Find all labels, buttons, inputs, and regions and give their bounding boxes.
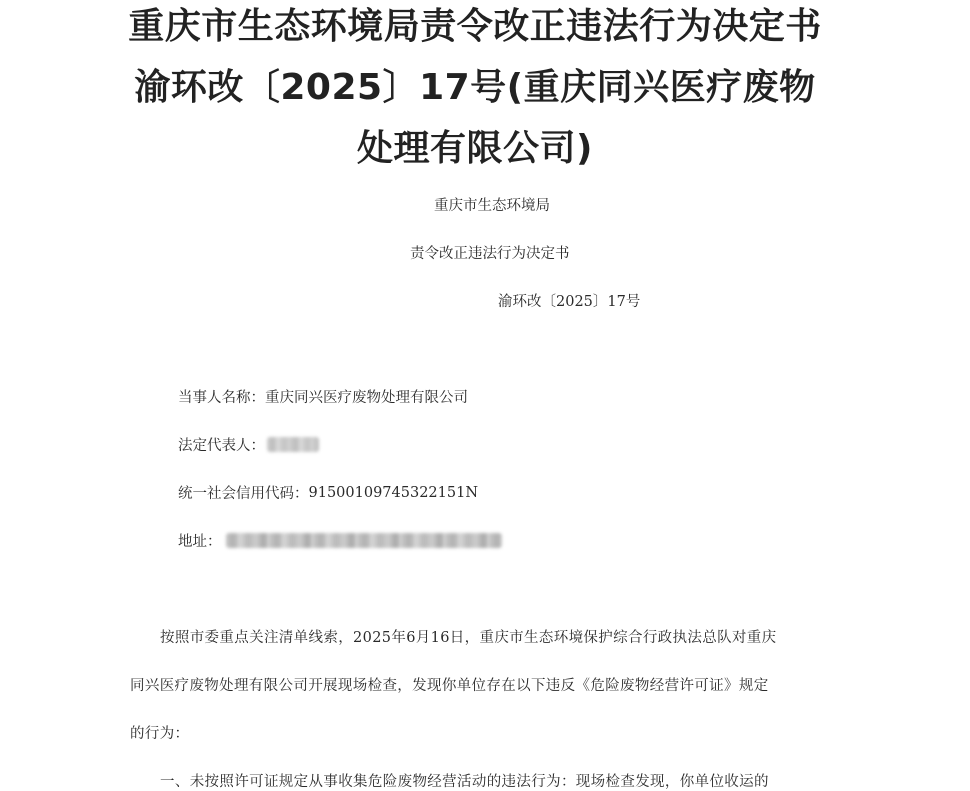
credit-code-label: 统一社会信用代码：: [178, 486, 309, 502]
document-type: 责令改正违法行为决定书: [410, 246, 570, 262]
party-name-field: [178, 386, 468, 407]
party-name-value: 重庆同兴医疗废物处理有限公司: [265, 390, 468, 406]
redacted-legal-representative: [267, 437, 319, 452]
address-field: [178, 530, 502, 551]
credit-code-field: [178, 482, 478, 503]
body-paragraph-2-line-1: 一、未按照许可证规定从事收集危险废物经营活动的违法行为：现场检查发现，你单位收运的: [160, 774, 769, 790]
redacted-address: [226, 533, 502, 548]
legal-representative-label: 法定代表人：: [178, 438, 265, 454]
body-paragraph-1-line-1: 按照市委重点关注清单线索，2025年6月16日，重庆市生态环境保护综合行政执法总队对重庆: [160, 630, 777, 646]
document-number: 渝环改〔2025〕17号: [498, 294, 641, 310]
issuer-name: 重庆市生态环境局: [434, 198, 550, 214]
credit-code-value: 91500109745322151N: [308, 484, 479, 501]
address-label: 地址：: [178, 534, 222, 550]
body-paragraph-1-line-3: 的行为：: [130, 726, 190, 742]
legal-representative-field: [178, 434, 319, 455]
party-name-label: 当事人名称：: [178, 390, 265, 406]
body-paragraph-1-line-2: 同兴医疗废物处理有限公司开展现场检查，发现你单位存在以下违反《危险废物经营许可证》规定: [130, 678, 769, 694]
document-title: 重庆市生态环境局责令改正违法行为决定书渝环改〔2025〕17号(重庆同兴医疗废物处理有限公司): [128, 6, 822, 169]
